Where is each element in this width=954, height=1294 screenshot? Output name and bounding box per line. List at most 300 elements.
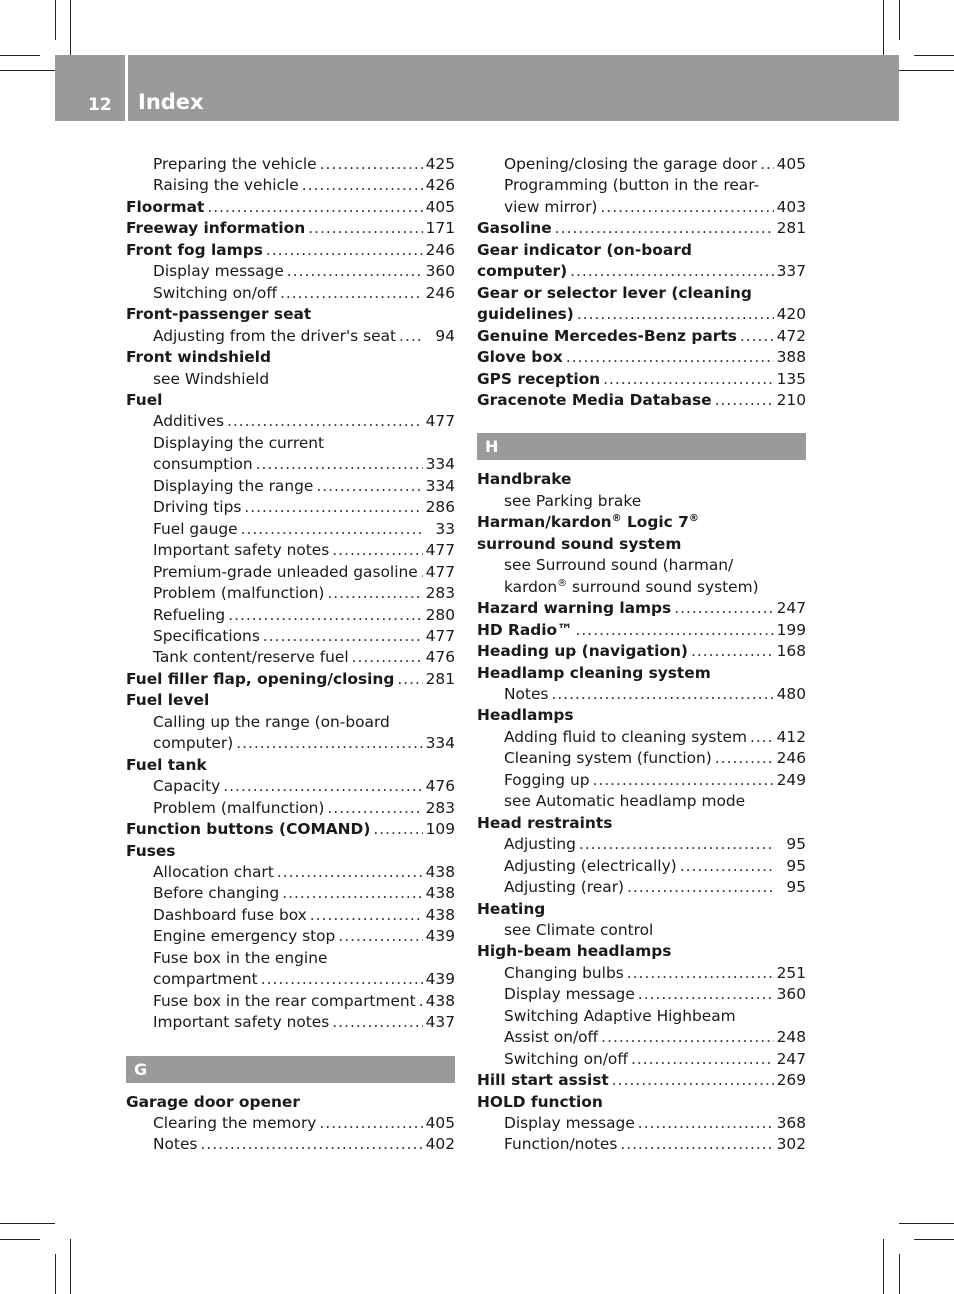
page-ref: 247: [776, 599, 806, 618]
leader-dots: [419, 991, 423, 1012]
index-subentry: [126, 626, 455, 647]
entry-term: Head restraints: [477, 813, 613, 832]
entry-term: see Windshield: [153, 369, 270, 388]
entry-term: see Surround sound (harman/: [504, 556, 734, 575]
leader-dots: [223, 776, 422, 797]
index-subentry: [126, 605, 455, 626]
entry-term: Adjusting (rear): [504, 878, 625, 897]
leader-dots: [244, 497, 422, 518]
leader-dots: [241, 519, 424, 540]
index-subentry: [126, 583, 455, 604]
page-ref: 246: [425, 283, 455, 302]
page-ref: 210: [776, 390, 806, 409]
leader-dots: [399, 326, 424, 347]
index-subentry: [477, 748, 806, 769]
index-subentry: [477, 1113, 806, 1134]
index-subentry: [126, 733, 455, 754]
index-heading: [477, 1092, 806, 1113]
leader-dots: [308, 218, 422, 239]
index-letter-heading: H: [477, 433, 806, 460]
index-subentry: [126, 1134, 455, 1155]
index-heading: [126, 1092, 455, 1113]
index-subentry: [477, 491, 806, 512]
leader-dots: [280, 283, 423, 304]
leader-dots: [691, 641, 774, 662]
entry-term: Harman/kardon: [477, 513, 612, 532]
index-letter-heading: G: [126, 1056, 455, 1083]
entry-term: Adding fluid to cleaning system: [504, 727, 747, 746]
leader-dots: [601, 1027, 773, 1048]
entry-term: Assist on/off: [504, 1028, 599, 1047]
entry-term: Adjusting from the driver's seat: [153, 326, 397, 345]
entry-term-continued: surround sound system): [567, 577, 759, 596]
entry-term: Fuel: [126, 390, 163, 409]
index-heading: [477, 663, 806, 684]
leader-dots: [631, 1049, 774, 1070]
page-ref: 249: [776, 770, 806, 789]
entry-term: Fuses: [126, 841, 176, 860]
entry-term: Programming (button in the rear-: [504, 176, 760, 195]
index-subentry: [477, 791, 806, 812]
leader-dots: [627, 877, 775, 898]
leader-dots: [277, 862, 423, 883]
entry-term: HD Radio™: [477, 620, 573, 639]
entry-term: Hill start assist: [477, 1071, 609, 1090]
page-ref: 168: [776, 642, 806, 661]
crop-mark: [899, 0, 900, 40]
leader-dots: [740, 326, 774, 347]
page-ref: 480: [776, 684, 806, 703]
entry-term: Problem (malfunction): [153, 798, 325, 817]
entry-term: Handbrake: [477, 470, 572, 489]
page-ref: 412: [776, 727, 806, 746]
entry-term: Gear or selector lever (cleaning: [477, 283, 752, 302]
index-heading: [126, 304, 455, 325]
registered-mark: ®: [611, 513, 622, 525]
index-entry: [477, 218, 806, 239]
entry-term: Adjusting: [504, 835, 576, 854]
page-ref: 477: [425, 541, 455, 560]
registered-mark: ®: [688, 513, 699, 525]
index-subentry: [477, 1049, 806, 1070]
entry-term: Front fog lamps: [126, 240, 263, 259]
index-entry: [477, 390, 806, 411]
leader-dots: [236, 733, 422, 754]
leader-dots: [227, 411, 423, 432]
index-entry: [477, 326, 806, 347]
entry-term: Switching Adaptive Highbeam: [504, 1006, 736, 1025]
page-ref: 388: [776, 348, 806, 367]
index-subentry: [126, 411, 455, 432]
entry-term: consumption: [153, 455, 253, 474]
entry-term: Headlamp cleaning system: [477, 663, 711, 682]
index-subentry: [126, 862, 455, 883]
index-subentry: [126, 326, 455, 347]
page-ref: 251: [776, 963, 806, 982]
leader-dots: [397, 669, 422, 690]
page-ref: 334: [425, 476, 455, 495]
leader-dots: [302, 175, 423, 196]
crop-mark: [55, 1254, 56, 1294]
entry-term: Clearing the memory: [153, 1114, 317, 1133]
leader-dots: [266, 240, 423, 261]
entry-term: computer): [153, 734, 234, 753]
index-subentry: [126, 154, 455, 175]
page-ref: 477: [425, 412, 455, 431]
entry-term: Cleaning system (function): [504, 749, 712, 768]
page-ref: 109: [425, 820, 455, 839]
page-ref: 337: [776, 262, 806, 281]
leader-dots: [680, 856, 775, 877]
entry-term: Garage door opener: [126, 1092, 300, 1111]
index-subentry: [126, 454, 455, 475]
entry-term: Glove box: [477, 348, 563, 367]
entry-term: Engine emergency stop: [153, 927, 336, 946]
page-ref: 420: [776, 305, 806, 324]
index-subentry: [126, 261, 455, 282]
leader-dots: [566, 347, 774, 368]
entry-term: Driving tips: [153, 498, 242, 517]
page-ref: 269: [776, 1071, 806, 1090]
crop-mark: [0, 55, 40, 56]
leader-dots: [310, 905, 423, 926]
index-subentry: [126, 712, 455, 733]
leader-dots: [207, 197, 422, 218]
entry-term: Fuel filler flap, opening/closing: [126, 669, 395, 688]
entry-term: Genuine Mercedes-Benz parts: [477, 326, 737, 345]
entry-term: Fuel level: [126, 691, 210, 710]
index-subentry: [126, 283, 455, 304]
index-heading: [477, 705, 806, 726]
entry-term: High-beam headlamps: [477, 942, 672, 961]
index-subentry: [477, 984, 806, 1005]
page-ref: 477: [425, 562, 455, 581]
crop-mark: [70, 0, 71, 55]
entry-term: Displaying the range: [153, 476, 314, 495]
index-subentry: [126, 776, 455, 797]
entry-term: Floormat: [126, 197, 205, 216]
leader-dots: [200, 1134, 422, 1155]
crop-mark: [899, 1223, 954, 1224]
leader-dots: [551, 684, 773, 705]
index-heading: [477, 469, 806, 490]
entry-term: Changing bulbs: [504, 963, 624, 982]
index-heading: [477, 941, 806, 962]
entry-term: Preparing the vehicle: [153, 155, 317, 173]
header-divider: [125, 55, 128, 121]
leader-dots: [373, 819, 422, 840]
leader-dots: [287, 261, 423, 282]
leader-dots: [332, 1012, 422, 1033]
page-ref: 472: [776, 326, 806, 345]
index-entry: [477, 1070, 806, 1091]
page-ref: 334: [425, 734, 455, 753]
leader-dots: [228, 605, 422, 626]
index-subentry: [126, 905, 455, 926]
page-ref: 439: [425, 927, 455, 946]
entry-term: Front-passenger seat: [126, 305, 312, 324]
entry-term: surround sound system: [477, 534, 682, 553]
index-subentry: [126, 798, 455, 819]
index-subentry: [126, 1113, 455, 1134]
leader-dots: [760, 154, 773, 175]
page-ref: 95: [786, 856, 806, 875]
index-subentry: [126, 1012, 455, 1033]
index-heading: [477, 240, 806, 261]
page-ref: 405: [776, 155, 806, 173]
index-column-right: [477, 154, 806, 1156]
entry-term: Capacity: [153, 777, 221, 796]
index-subentry: [477, 1134, 806, 1155]
leader-dots: [620, 1134, 773, 1155]
page-ref: 437: [425, 1013, 455, 1032]
index-subentry: [126, 562, 455, 583]
entry-term: compartment: [153, 970, 258, 989]
page-ref: 360: [776, 985, 806, 1004]
leader-dots: [592, 770, 773, 791]
index-heading: [477, 899, 806, 920]
page-ref: 247: [776, 1049, 806, 1068]
page-ref: 476: [425, 777, 455, 796]
entry-term: Specifications: [153, 626, 260, 645]
page-ref: 368: [776, 1114, 806, 1133]
leader-dots: [327, 583, 422, 604]
entry-term: Gracenote Media Database: [477, 390, 712, 409]
leader-dots: [638, 1113, 774, 1134]
leader-dots: [263, 626, 423, 647]
entry-term: Gasoline: [477, 219, 552, 238]
page-ref: 439: [425, 970, 455, 989]
index-subentry: [477, 920, 806, 941]
index-heading: [126, 841, 455, 862]
entry-term: Switching on/off: [504, 1049, 628, 1068]
index-subentry: [126, 948, 455, 969]
leader-dots: [319, 1113, 422, 1134]
entry-term: Fuel tank: [126, 755, 207, 774]
page-ref: 95: [786, 878, 806, 897]
index-subentry: [126, 369, 455, 390]
entry-term: HOLD function: [477, 1092, 603, 1111]
index-entry: [477, 369, 806, 390]
leader-dots: [421, 562, 423, 583]
entry-term: Function/notes: [504, 1135, 618, 1154]
leader-dots: [715, 748, 774, 769]
page-ref: 438: [425, 991, 455, 1010]
page-ref: 405: [425, 197, 455, 216]
entry-term: view mirror): [504, 197, 598, 216]
entry-term: see Parking brake: [504, 491, 642, 510]
entry-term: Tank content/reserve fuel: [153, 648, 349, 667]
entry-term: Front windshield: [126, 348, 271, 367]
index-column-left: [126, 154, 455, 1156]
page-header: [55, 55, 899, 121]
entry-term: Display message: [504, 985, 635, 1004]
page-ref: 246: [425, 240, 455, 259]
index-heading: [126, 755, 455, 776]
crop-mark: [0, 70, 55, 71]
leader-dots: [256, 454, 423, 475]
leader-dots: [638, 984, 774, 1005]
page-ref: 283: [425, 584, 455, 603]
index-subentry: [126, 969, 455, 990]
entry-term: Heading up (navigation): [477, 642, 688, 661]
index-subentry: [126, 433, 455, 454]
leader-dots: [570, 261, 773, 282]
entry-term: kardon: [504, 577, 558, 596]
page-ref: 95: [786, 835, 806, 854]
entry-term: Fuse box in the engine: [153, 948, 328, 967]
entry-term: Freeway information: [126, 219, 306, 238]
page-ref: 280: [425, 605, 455, 624]
entry-term: GPS reception: [477, 369, 601, 388]
entry-term: Fuel gauge: [153, 519, 238, 538]
crop-mark: [899, 1254, 900, 1294]
leader-dots: [750, 727, 774, 748]
index-entry: [477, 304, 806, 325]
page-ref: 94: [435, 326, 455, 345]
leader-dots: [576, 620, 774, 641]
entry-term: Switching on/off: [153, 283, 277, 302]
index-subentry: [477, 963, 806, 984]
index-subentry: [477, 1006, 806, 1027]
index-subentry: [477, 1027, 806, 1048]
crop-mark: [883, 1239, 884, 1294]
index-subentry: [477, 727, 806, 748]
entry-term: Hazard warning lamps: [477, 599, 672, 618]
leader-dots: [715, 390, 774, 411]
page-ref: 476: [425, 648, 455, 667]
page-ref: 426: [425, 176, 455, 195]
entry-term: Premium-grade unleaded gasoline: [153, 562, 418, 581]
index-entry: [477, 598, 806, 619]
page-ref: 248: [776, 1028, 806, 1047]
entry-term: Additives: [153, 412, 224, 431]
entry-term: Important safety notes: [153, 541, 330, 560]
entry-term: computer): [477, 262, 568, 281]
index-subentry: [126, 540, 455, 561]
page-ref: 281: [776, 219, 806, 238]
entry-term: see Climate control: [504, 920, 654, 939]
index-entry: [477, 261, 806, 282]
crop-mark: [70, 1239, 71, 1294]
entry-term: Display message: [504, 1114, 635, 1133]
index-subentry: [477, 770, 806, 791]
page-ref: 283: [425, 798, 455, 817]
entry-term: Before changing: [153, 884, 280, 903]
entry-term: Raising the vehicle: [153, 176, 299, 195]
leader-dots: [316, 476, 422, 497]
registered-mark: ®: [557, 577, 568, 589]
entry-term: Displaying the current: [153, 433, 325, 452]
leader-dots: [261, 969, 423, 990]
leader-dots: [600, 197, 773, 218]
index-subentry: [477, 877, 806, 898]
page-ref: 199: [776, 620, 806, 639]
index-entry: [126, 669, 455, 690]
page-ref: 438: [425, 905, 455, 924]
crop-mark: [914, 1239, 954, 1240]
index-subentry: [126, 175, 455, 196]
index-heading: [126, 390, 455, 411]
index-subentry: [477, 197, 806, 218]
index-entry: [477, 620, 806, 641]
crop-mark: [914, 55, 954, 56]
index-subentry: [477, 684, 806, 705]
index-subentry: [126, 926, 455, 947]
entry-term: Important safety notes: [153, 1013, 330, 1032]
leader-dots: [627, 963, 774, 984]
leader-dots: [555, 218, 774, 239]
entry-term: guidelines): [477, 305, 574, 324]
index-heading: [126, 347, 455, 368]
leader-dots: [674, 598, 773, 619]
page-ref: 171: [425, 219, 455, 238]
index-subentry: [477, 175, 806, 196]
page-ref: 135: [776, 369, 806, 388]
index-subentry: [126, 991, 455, 1012]
entry-term: Opening/closing the garage door: [504, 155, 758, 173]
crop-mark: [55, 0, 56, 40]
page-ref: 302: [776, 1135, 806, 1154]
entry-term: Dashboard fuse box: [153, 905, 307, 924]
index-subentry: [477, 154, 806, 175]
entry-term: Notes: [153, 1135, 198, 1154]
crop-mark: [883, 0, 884, 55]
index-heading: [477, 813, 806, 834]
page-ref: 33: [435, 519, 455, 538]
index-heading: [126, 690, 455, 711]
leader-dots: [320, 154, 423, 175]
page-ref: 246: [776, 749, 806, 768]
index-entry: [126, 197, 455, 218]
entry-term: Adjusting (electrically): [504, 856, 677, 875]
leader-dots: [327, 798, 422, 819]
entry-term: Problem (malfunction): [153, 584, 325, 603]
index-subentry: [477, 555, 806, 576]
entry-term: see Automatic headlamp mode: [504, 792, 746, 811]
page-ref: 403: [776, 197, 806, 216]
page-ref: 438: [425, 862, 455, 881]
page-ref: 477: [425, 626, 455, 645]
index-subentry: [126, 519, 455, 540]
crop-mark: [0, 1223, 55, 1224]
leader-dots: [332, 540, 422, 561]
entry-term: Heating: [477, 899, 546, 918]
page-ref: 402: [425, 1135, 455, 1154]
entry-term: Display message: [153, 262, 284, 281]
index-subentry: [126, 883, 455, 904]
page-number: 12: [88, 95, 112, 115]
entry-term: Function buttons (COMAND): [126, 820, 371, 839]
leader-dots: [282, 883, 422, 904]
page-ref: 334: [425, 455, 455, 474]
index-entry: [477, 347, 806, 368]
index-heading: [477, 283, 806, 304]
leader-dots: [338, 926, 422, 947]
index-subentry: [477, 577, 806, 598]
entry-term: Notes: [504, 684, 549, 703]
entry-term: Calling up the range (on-board: [153, 712, 390, 731]
leader-dots: [603, 369, 773, 390]
entry-term: Allocation chart: [153, 862, 274, 881]
index-subentry: [477, 856, 806, 877]
entry-term: Refueling: [153, 605, 226, 624]
page-title: Index: [138, 90, 204, 114]
index-subentry: [126, 476, 455, 497]
entry-term: Headlamps: [477, 706, 574, 725]
index-subentry: [126, 497, 455, 518]
entry-term: Fuse box in the rear compartment: [153, 991, 416, 1010]
